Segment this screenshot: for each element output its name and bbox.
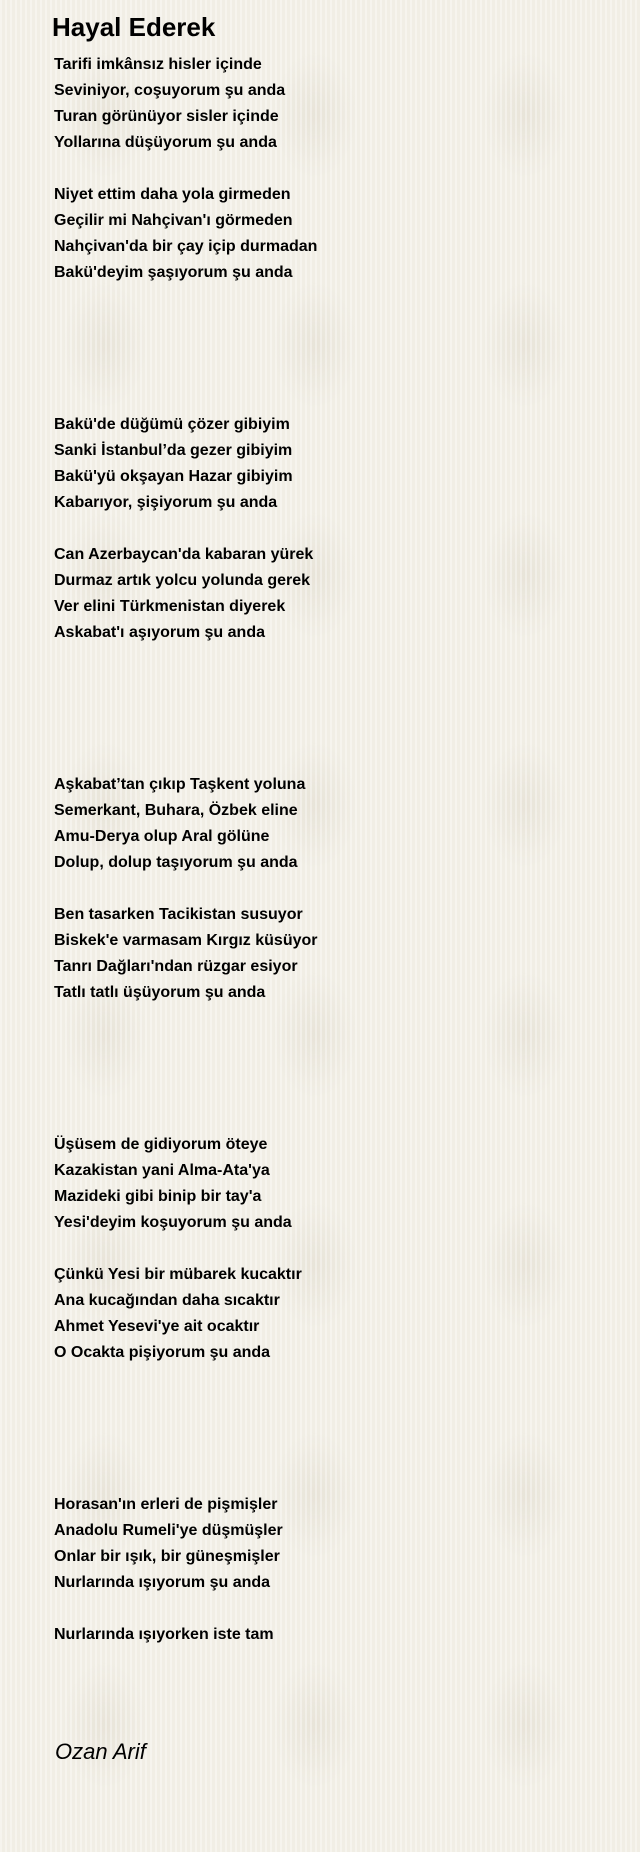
poem-author: Ozan Arif <box>55 1739 146 1764</box>
poem-line: Sanki İstanbul’da gezer gibiyim <box>54 442 293 459</box>
poem-line: Çünkü Yesi bir mübarek kucaktır <box>54 1266 302 1283</box>
poem-line: Niyet ettim daha yola girmeden <box>54 186 291 203</box>
poem-part-4 <box>54 1132 614 1492</box>
stanza-4 <box>54 542 614 646</box>
poem-line: Üşüsem de gidiyorum öteye <box>54 1136 268 1153</box>
stanza-3 <box>54 412 614 516</box>
poem-line: Tarifi imkânsız hisler içinde <box>54 56 262 73</box>
poem-part-3 <box>54 772 614 1132</box>
poem-line: Horasan'ın erleri de pişmişler <box>54 1496 278 1513</box>
stanza-10 <box>54 1622 614 1648</box>
stanza-1 <box>54 52 614 156</box>
poem-line: Bakü'yü okşayan Hazar gibiyim <box>54 468 293 485</box>
poem-line: Kazakistan yani Alma-Ata'ya <box>54 1162 270 1179</box>
poem-line: Geçilir mi Nahçivan'ı görmeden <box>54 212 293 229</box>
poem-line: Tatlı tatlı üşüyorum şu anda <box>54 984 266 1001</box>
poem-body <box>54 52 614 1852</box>
poem-line: Aşkabat’tan çıkıp Taşkent yoluna <box>54 776 306 793</box>
poem-title: Hayal Ederek <box>52 12 216 42</box>
poem-line: Semerkant, Buhara, Özbek eline <box>54 802 298 819</box>
poem-line: Kabarıyor, şişiyorum şu anda <box>54 494 278 511</box>
poem-line: Ben tasarken Tacikistan susuyor <box>54 906 303 923</box>
poem-part-2 <box>54 412 614 772</box>
poem-line: Tanrı Dağları'ndan rüzgar esiyor <box>54 958 298 975</box>
poem-line: Nurlarında ışıyorum şu anda <box>54 1574 271 1591</box>
poem-line: Seviniyor, coşuyorum şu anda <box>54 82 286 99</box>
poem-line: Ana kucağından daha sıcaktır <box>54 1292 280 1309</box>
stanza-7 <box>54 1132 614 1236</box>
poem-line: Biskek'e varmasam Kırgız küsüyor <box>54 932 318 949</box>
poem-line: Amu-Derya olup Aral gölüne <box>54 828 270 845</box>
poem-part-5 <box>54 1492 614 1852</box>
poem-line: Nahçivan'da bir çay içip durmadan <box>54 238 318 255</box>
poem-line: Bakü'de düğümü çözer gibiyim <box>54 416 290 433</box>
stanza-2 <box>54 182 614 286</box>
poem-line: Nurlarında ışıyorken iste tam <box>54 1626 274 1643</box>
stanza-5 <box>54 772 614 876</box>
poem-line: Ver elini Türkmenistan diyerek <box>54 598 286 615</box>
poem-line: Yollarına düşüyorum şu anda <box>54 134 277 151</box>
poem-line: Turan görünüyor sisler içinde <box>54 108 279 125</box>
poem-line: Ahmet Yesevi'ye ait ocaktır <box>54 1318 260 1335</box>
stanza-6 <box>54 902 614 1006</box>
poem-line: Dolup, dolup taşıyorum şu anda <box>54 854 298 871</box>
poem-line: Bakü'deyim şaşıyorum şu anda <box>54 264 293 281</box>
poem-line: Onlar bir ışık, bir güneşmişler <box>54 1548 280 1565</box>
poem-line: Durmaz artık yolcu yolunda gerek <box>54 572 311 589</box>
poem-part-1 <box>54 52 614 412</box>
stanza-8 <box>54 1262 614 1366</box>
poem-line: Mazideki gibi binip bir tay'a <box>54 1188 262 1205</box>
poem-line: Can Azerbaycan'da kabaran yürek <box>54 546 314 563</box>
stanza-9 <box>54 1492 614 1596</box>
poem-line: Yesi'deyim koşuyorum şu anda <box>54 1214 292 1231</box>
poem-line: Anadolu Rumeli'ye düşmüşler <box>54 1522 283 1539</box>
poem-line: O Ocakta pişiyorum şu anda <box>54 1344 271 1361</box>
poem-line: Askabat'ı aşıyorum şu anda <box>54 624 265 641</box>
